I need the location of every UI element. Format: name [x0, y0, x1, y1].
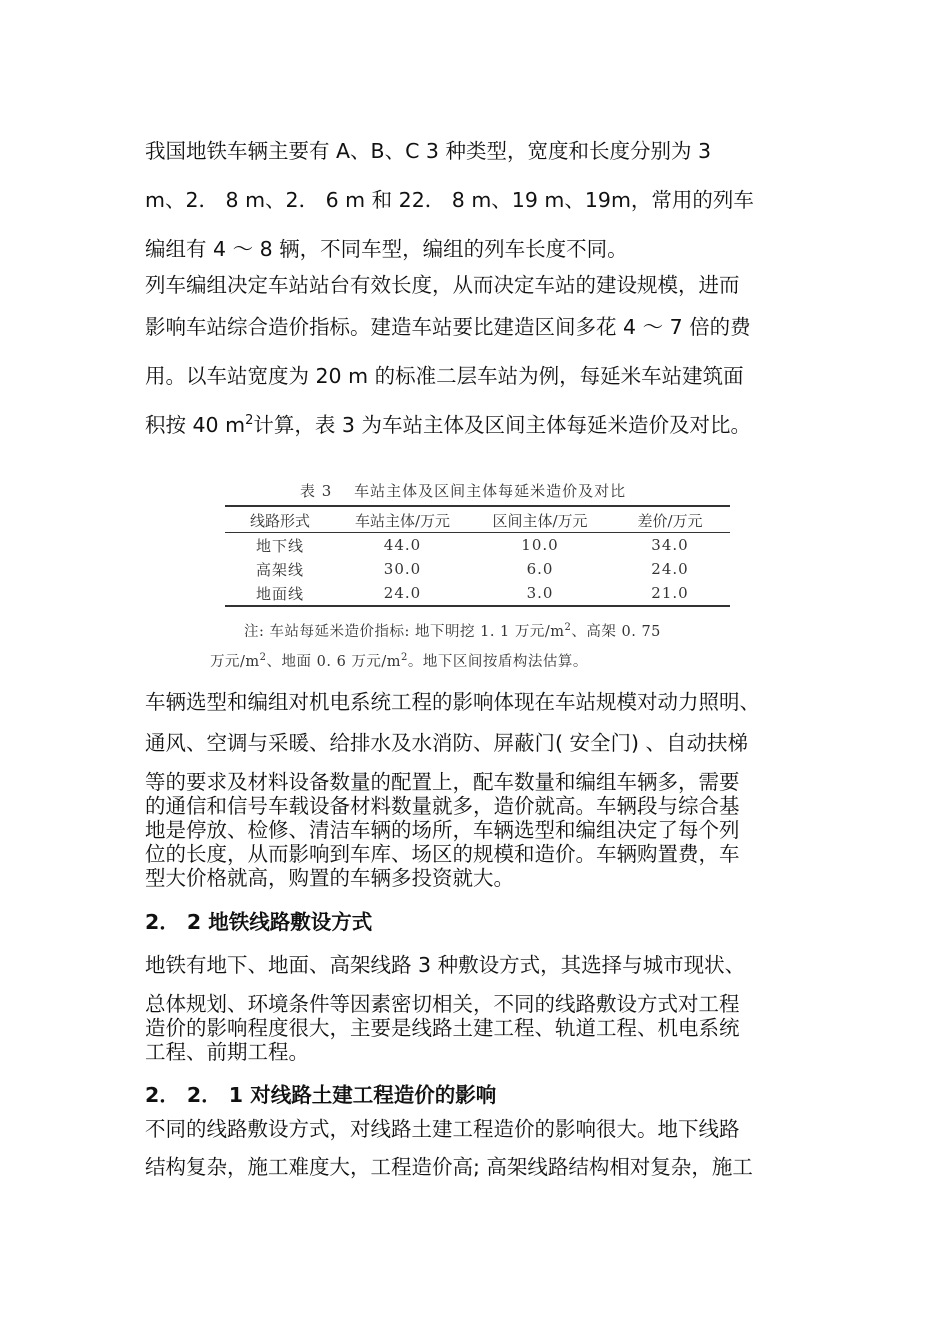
table-row	[225, 533, 730, 558]
table-cell: 高架线	[255, 560, 304, 579]
para3-line4: 的通信和信号车载设备材料数量就多，造价就高。车辆段与综合基	[145, 794, 740, 818]
para2-line1: 列车编组决定车站站台有效长度，从而决定车站的建设规模，进而	[145, 273, 740, 297]
table-cell: 44.0	[383, 536, 422, 554]
para2-line4-sup: 2	[245, 413, 254, 428]
note-text: 、地面 0. 6 万元/m	[266, 654, 402, 670]
table-cell: 30.0	[383, 560, 422, 578]
para1-line1: 我国地铁车辆主要有 A、B、C 3 种类型，宽度和长度分别为 3	[145, 139, 712, 163]
para3-line7: 型大价格就高，购置的车辆多投资就大。	[145, 866, 514, 890]
para3-line3: 等的要求及材料设备数量的配置上，配车数量和编组车辆多，需要	[145, 770, 740, 794]
table-row	[225, 557, 730, 581]
para3-line2: 通风、空调与采暖、给排水及水消防、屏蔽门( 安全门) 、自动扶梯	[145, 731, 749, 755]
para3-line1: 车辆选型和编组对机电系统工程的影响体现在车站规模对动力照明、	[145, 690, 760, 714]
para4-line3: 造价的影响程度很大，主要是线路土建工程、轨道工程、机电系统	[145, 1016, 740, 1040]
para3-line5: 地是停放、检修、清洁车辆的场所，车辆选型和编组决定了每个列	[145, 818, 740, 842]
note-sup: 2	[259, 652, 267, 663]
table-row	[225, 581, 730, 606]
para4-line4: 工程、前期工程。	[145, 1040, 309, 1064]
para5-line2: 结构复杂，施工难度大，工程造价高; 高架线路结构相对复杂，施工	[145, 1155, 753, 1179]
table-header-cell: 线路形式	[225, 506, 335, 533]
table-cell: 24.0	[651, 560, 689, 578]
para4-line2: 总体规划、环境条件等因素密切相关，不同的线路敷设方式对工程	[145, 992, 740, 1016]
note-sup: 2	[564, 622, 572, 633]
table-header-cell: 区间主体/万元	[470, 506, 610, 533]
para3-line6: 位的长度，从而影响到车库、场区的规模和造价。车辆购置费，车	[145, 842, 740, 866]
para2-line2: 影响车站综合造价指标。建造车站要比建造区间多花 4 ～ 7 倍的费	[145, 315, 751, 339]
table-header-row	[225, 506, 730, 533]
table-cell: 地面线	[255, 584, 304, 603]
table-cell: 地下线	[255, 536, 304, 555]
para5-line1: 不同的线路敷设方式，对线路土建工程造价的影响很大。地下线路	[145, 1117, 740, 1141]
para4-line1: 地铁有地下、地面、高架线路 3 种敷设方式，其选择与城市现状、	[145, 953, 746, 977]
table-caption: 表 3 车站主体及区间主体每延米造价及对比	[300, 482, 627, 500]
table-header-cell: 差价/万元	[610, 506, 730, 533]
para1-line2: m、2． 8 m、2． 6 m 和 22． 8 m、19 m、19m，常用的列车	[145, 188, 754, 212]
note-text: 万元/m	[210, 654, 260, 670]
table-header-cell: 车站主体/万元	[335, 506, 470, 533]
note-sup: 2	[401, 652, 408, 663]
section-heading-2-2-1: 2． 2． 1 对线路土建工程造价的影响	[145, 1083, 497, 1107]
note-text: 注: 车站每延米造价指标: 地下明挖 1. 1 万元/m	[244, 624, 565, 640]
para1-line3: 编组有 4 ～ 8 辆，不同车型，编组的列车长度不同。	[145, 237, 628, 261]
para2-line3: 用。以车站宽度为 20 m 的标准二层车站为例，每延米车站建筑面	[145, 364, 744, 388]
cost-comparison-table	[225, 505, 730, 607]
table-note-line1	[244, 620, 661, 641]
para2-line4	[145, 413, 810, 437]
table-cell: 21.0	[651, 584, 689, 602]
note-text: 。地下区间按盾构法估算。	[407, 654, 588, 670]
table-cell: 3.0	[526, 584, 554, 602]
table-note-line2	[210, 650, 588, 671]
para2-line4-post: 计算，表 3 为车站主体及区间主体每延米造价及对比。	[253, 413, 751, 437]
table-cell: 34.0	[651, 536, 689, 554]
note-text: 、高架 0. 75	[571, 624, 661, 640]
table-cell: 24.0	[383, 584, 422, 602]
section-heading-2-2: 2． 2 地铁线路敷设方式	[145, 910, 373, 934]
para2-line4-pre: 积按 40 m	[145, 413, 246, 437]
table-cell: 10.0	[521, 536, 559, 554]
table-cell: 6.0	[526, 560, 554, 578]
